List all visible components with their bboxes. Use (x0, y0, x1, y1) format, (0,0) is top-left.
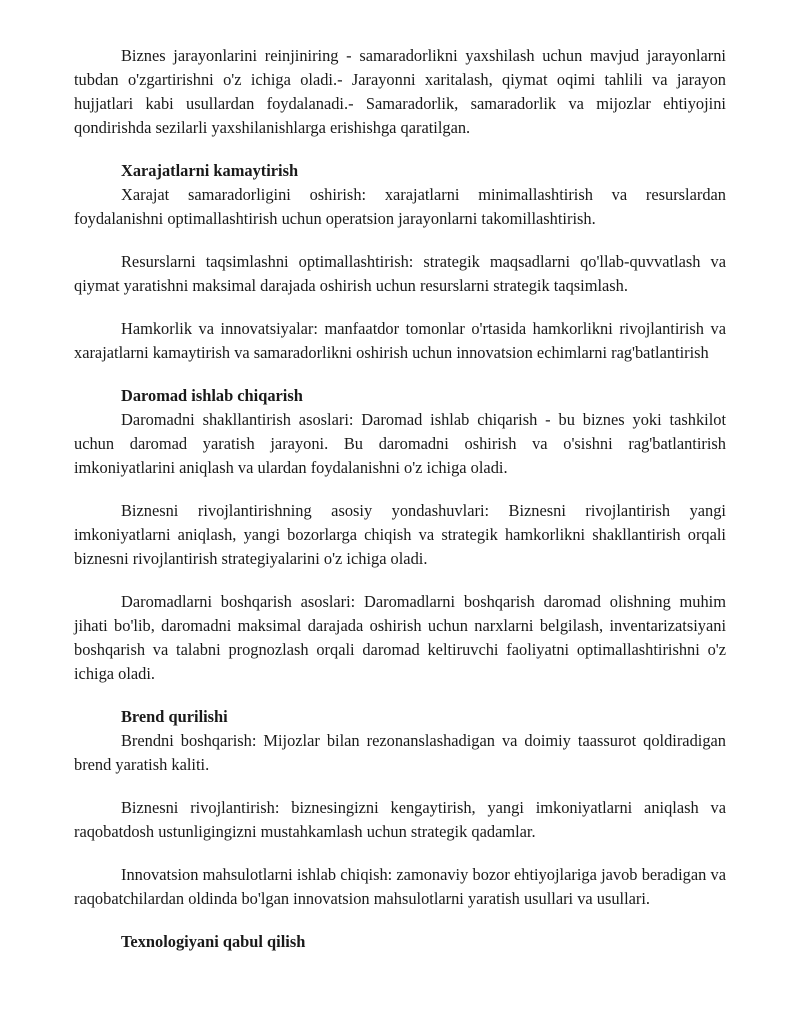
section-heading: Brend qurilishi (121, 707, 228, 726)
section-heading: Daromad ishlab chiqarish (121, 386, 303, 405)
body-paragraph: Biznesni rivojlantirish: biznesingizni kengaytirish, yangi imkoniyatlarni aniqlash va raqobatdosh ustunligingizni mustahkamlash uchun strategik qadamlar. (74, 798, 726, 841)
body-paragraph: Brendni boshqarish: Mijozlar bilan rezonanslashadigan va doimiy taassurot qoldiradigan brend yaratish kaliti. (74, 731, 726, 774)
body-paragraph: Hamkorlik va innovatsiyalar: manfaatdor tomonlar o'rtasida hamkorlikni rivojlantirish va xarajatlarni kamaytirish va samaradorlikni oshirish uchun innovatsion echimlarni rag'batlantirish (74, 319, 726, 362)
section-revenue-generation (74, 384, 726, 686)
section-cost-reduction (74, 159, 726, 365)
section-heading: Xarajatlarni kamaytirish (121, 161, 299, 180)
body-paragraph: Daromadlarni boshqarish asoslari: Daromadlarni boshqarish daromad olishning muhim jihati bo'lib, daromadni maksimal darajada oshirish uchun narxlarni belgilash, inventarizatsiyani boshqarish va talabni prognozlash orqali daromad keltiruvchi faoliyatni optimallashtirishni o'z ichiga oladi. (74, 592, 726, 683)
body-paragraph: Biznesni rivojlantirishning asosiy yondashuvlari: Biznesni rivojlantirish yangi imkoniyatlarni aniqlash, yangi bozorlarga chiqish va strategik hamkorlikni shakllantirish orqali biznesni rivojlantirish strategiyalarini o'z ichiga oladi. (74, 501, 726, 568)
section-technology-adoption (74, 930, 726, 954)
section-brand-building (74, 705, 726, 911)
section-heading: Texnologiyani qabul qilish (121, 932, 306, 951)
document-page (74, 44, 726, 954)
body-paragraph: Daromadni shakllantirish asoslari: Daromad ishlab chiqarish - bu biznes yoki tashkilot uchun daromad yaratish jarayoni. Bu daromadni oshirish va o'sishni rag'batlantirish imkoniyatlarini aniqlash va ulardan foydalanishni o'z ichiga oladi. (74, 410, 726, 477)
body-paragraph: Innovatsion mahsulotlarni ishlab chiqish: zamonaviy bozor ehtiyojlariga javob beradigan va raqobatchilardan oldinda bo'lgan innovatsion mahsulotlarni yaratish usullari va usullari. (74, 865, 726, 908)
intro-paragraph: Biznes jarayonlarini reinjiniring - samaradorlikni yaxshilash uchun mavjud jarayonlarni tubdan o'zgartirishni o'z ichiga oladi.- Jarayonni xaritalash, qiymat oqimi tahlili va jarayon hujjatlari kabi usullardan foydalanadi.- Samaradorlik, samaradorlik va mijozlar ehtiyojini qondirishda sezilarli yaxshilanishlarga erishishga qaratilgan. (74, 46, 726, 137)
body-paragraph: Xarajat samaradorligini oshirish: xarajatlarni minimallashtirish va resurslardan foydalanishni optimallashtirish uchun operatsion jarayonlarni takomillashtirish. (74, 185, 726, 228)
body-paragraph: Resurslarni taqsimlashni optimallashtirish: strategik maqsadlarni qo'llab-quvvatlash va qiymat yaratishni maksimal darajada oshirish uchun resurslarni strategik taqsimlash. (74, 252, 726, 295)
